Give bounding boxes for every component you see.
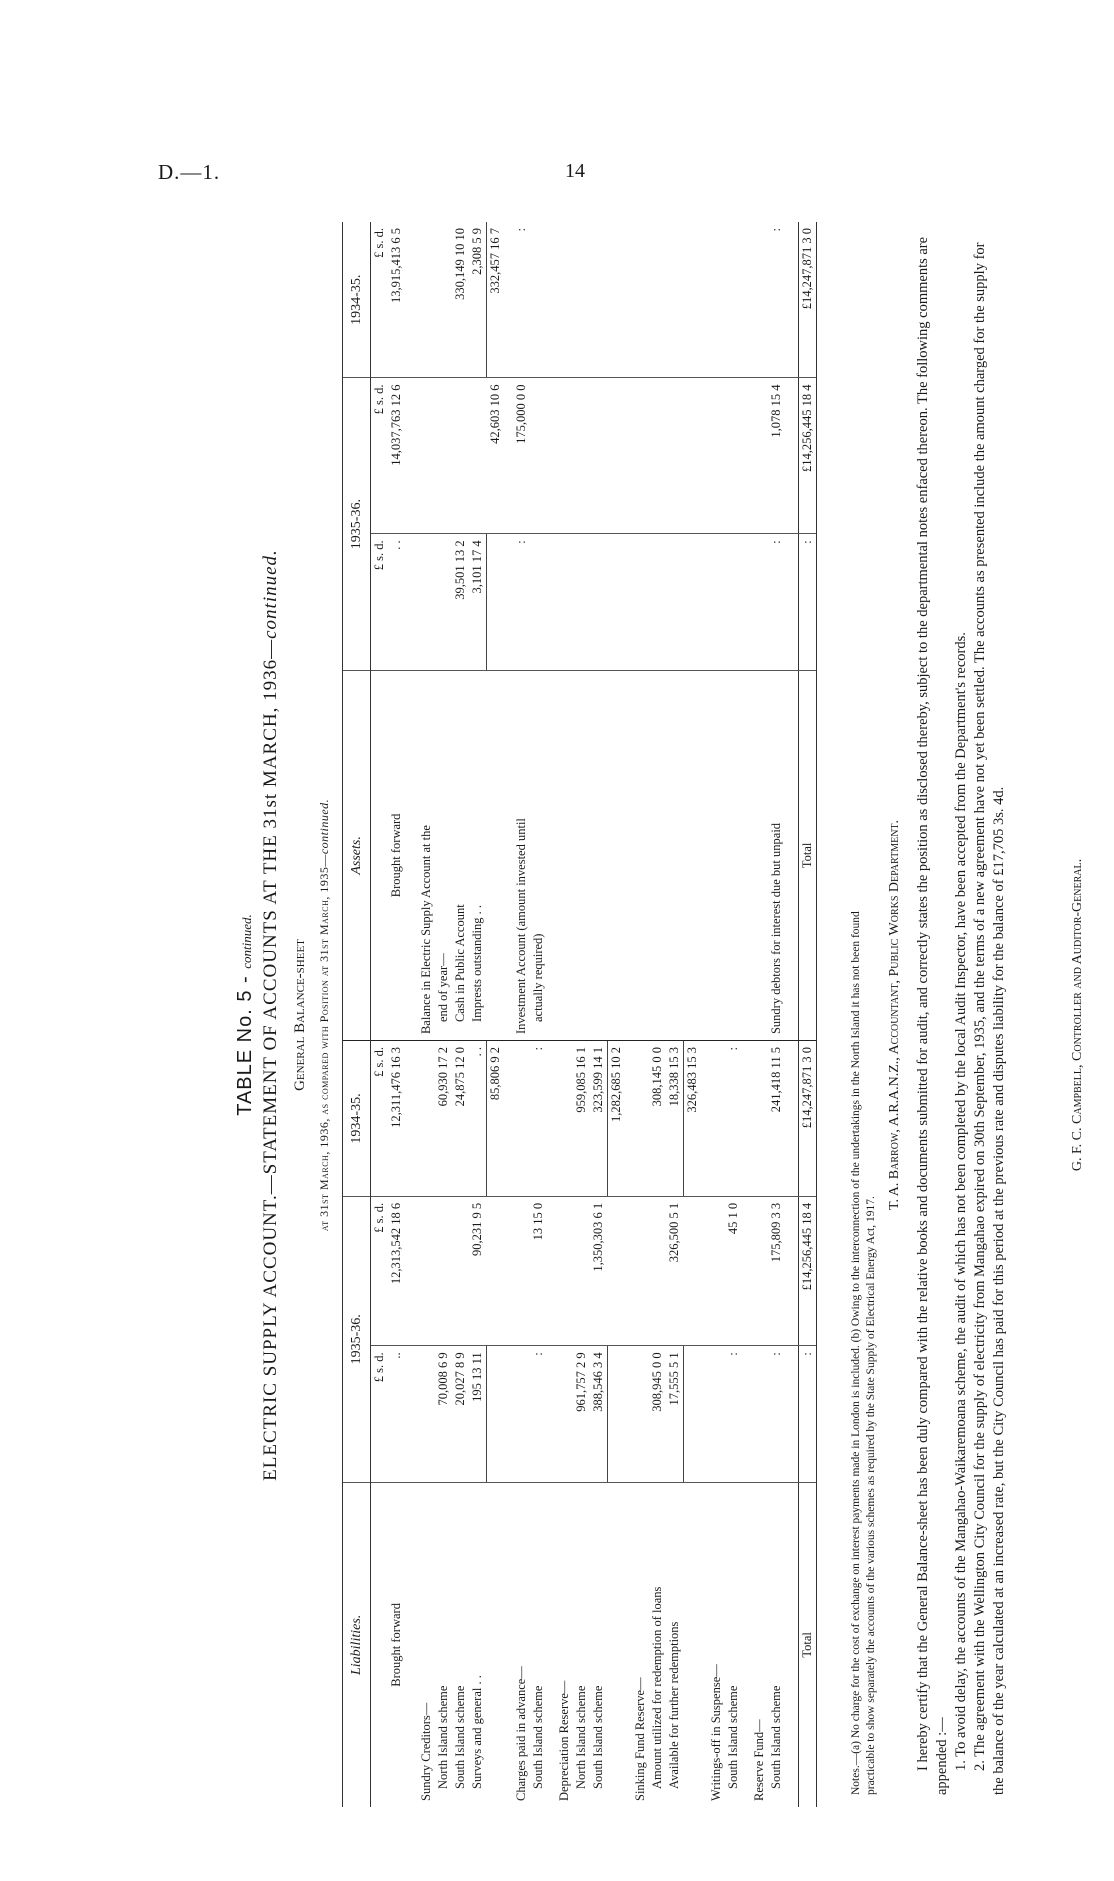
total-row xyxy=(799,222,817,1807)
cell: : xyxy=(504,534,530,670)
auditor-signature: G. F. C. Campbell, Controller and Auditor-General. xyxy=(1070,858,1085,1172)
table-row xyxy=(547,222,573,1807)
cell: 175,000 0 0 xyxy=(504,378,530,534)
cell: 90,231 9 5 xyxy=(469,1196,487,1345)
row-label: South Island scheme xyxy=(453,1685,467,1789)
cell: 323,599 14 1 xyxy=(590,1041,608,1197)
cell: 3,101 17 4 xyxy=(469,534,487,670)
liab-currency-1: £ s. d. xyxy=(371,1346,389,1482)
table-number: TABLE No. 5 - continued. xyxy=(234,914,256,1116)
statement-title xyxy=(260,205,282,1825)
cell: : xyxy=(768,222,799,378)
liab-total-label: Total xyxy=(799,1482,817,1807)
cell: : xyxy=(725,1041,742,1197)
table-row xyxy=(725,222,742,1807)
cell: 388,546 3 4 xyxy=(590,1346,608,1482)
cell: 330,149 10 10 xyxy=(452,222,469,378)
statement-title-continued: continued. xyxy=(260,549,281,639)
cell: 13,915,413 6 5 xyxy=(388,222,405,378)
row-label: Cash in Public Account xyxy=(452,670,469,1040)
cell: : xyxy=(530,1041,547,1197)
cell: 308,145 0 0 xyxy=(649,1041,666,1197)
row-label: South Island scheme xyxy=(591,1685,605,1789)
row-label: Sinking Fund Reserve— xyxy=(633,1677,647,1801)
assets-brought-forward: Brought forward xyxy=(388,670,405,1040)
table-row xyxy=(684,222,702,1807)
sheet-title: General Balance-sheet xyxy=(292,939,308,1091)
liab-total-1936: £14,256,445 18 4 xyxy=(799,1196,817,1345)
assets-currency-3: £ s. d. xyxy=(371,222,389,378)
certificate-paragraph-3: 2. The agreement with the Wellington City Council for the supply of electricity from Mangahao expired on 30th September, 1935, and the terms of a new agreement have not yet been settled. The accounts as presented include the amount charged for the supply for the balance of the year calculated at an increased rate, but the City Council has paid for this period at the previous rate and disputes liability for the balance of £17,705 3s. 4d. xyxy=(972,242,1007,1795)
assets-heading: Assets. xyxy=(343,670,371,1040)
table-row xyxy=(649,222,666,1807)
sheet-subtitle-main: at 31st March, 1936, as compared with Position at 31st March, 1935— xyxy=(317,854,331,1232)
table-row xyxy=(469,222,487,1807)
cell: 326,500 5 1 xyxy=(666,1196,684,1345)
row-label: Imprests outstanding . . xyxy=(469,670,487,1040)
balance-sheet-table xyxy=(342,222,817,1807)
row-label: Charges paid in advance— xyxy=(514,1666,528,1801)
row-label: Writings-off in Suspense— xyxy=(709,1664,723,1801)
row-label: Surveys and general . . xyxy=(470,1675,484,1789)
cell: 17,555 5 1 xyxy=(666,1346,684,1482)
row-label: end of year— xyxy=(435,670,452,1040)
cell: 1,282,685 10 2 xyxy=(608,1041,626,1197)
cell: .. xyxy=(388,1346,405,1482)
liab-total-1935: £14,247,871 3 0 xyxy=(799,1041,817,1197)
audit-certificate xyxy=(914,235,1009,1795)
cell: 12,313,542 18 6 xyxy=(388,1196,405,1345)
cell: : xyxy=(799,534,817,670)
cell: 12,311,476 16 3 xyxy=(388,1041,405,1197)
assets-1935-36-heading: 1935-36. xyxy=(343,378,371,670)
liabilities-heading: Liabilities. xyxy=(343,1482,371,1807)
certificate-paragraph-1: I hereby certify that the General Balance-sheet has been duly compared with the relative books and documents submitted for audit, and correctly states the position as disclosed thereby, subject to the departmental notes enfaced thereon. The following comments are appended :— xyxy=(915,236,950,1795)
cell: 1,350,303 6 1 xyxy=(590,1196,608,1345)
cell: 961,757 2 9 xyxy=(573,1346,590,1482)
cell: 241,418 11 5 xyxy=(768,1041,799,1197)
liab-brought-forward: Brought forward xyxy=(389,1603,403,1687)
liab-1935-36-heading: 1935-36. xyxy=(343,1196,371,1482)
cell: 42,603 10 6 xyxy=(487,378,505,534)
row-label: South Island scheme xyxy=(769,1685,783,1789)
table-continued: continued. xyxy=(239,914,254,969)
cell: 85,806 9 2 xyxy=(487,1041,505,1197)
cell: : xyxy=(725,1346,742,1482)
sheet-subtitle xyxy=(317,205,332,1825)
page-number: 14 xyxy=(565,160,585,182)
notes-line-1: Notes.—(a) No charge for the cost of exchange on interest payments made in London is included. (b) Owing to the interconnection of the undertakings in the North Island it has not been found xyxy=(850,911,862,1795)
row-label: Balance in Electric Supply Account at the xyxy=(405,670,435,1040)
row-label: Available for further redemptions xyxy=(667,1621,681,1789)
currency-row xyxy=(371,222,389,1807)
cell: : xyxy=(530,1346,547,1482)
cell: . . xyxy=(469,1041,487,1197)
row-label: actually required) xyxy=(530,670,547,1040)
rotated-page xyxy=(214,205,1114,1825)
row-label: Sundry debtors for interest due but unpaid xyxy=(768,670,799,1040)
liab-currency-3: £ s. d. xyxy=(371,1041,389,1197)
row-label: Sundry Creditors— xyxy=(419,1702,433,1801)
cell: 175,809 3 3 xyxy=(768,1196,799,1345)
cell: : xyxy=(768,534,799,670)
table-row xyxy=(405,222,435,1807)
table-row xyxy=(530,222,547,1807)
table-row xyxy=(435,222,452,1807)
table-number-label: TABLE No. 5 xyxy=(234,989,256,1116)
table-row xyxy=(487,222,505,1807)
cell: : xyxy=(768,1346,799,1482)
table-row xyxy=(625,222,649,1807)
row-label: South Island scheme xyxy=(531,1685,545,1789)
cell: 195 13 11 xyxy=(469,1346,487,1482)
table-row xyxy=(590,222,608,1807)
row-label: Reserve Fund— xyxy=(752,1719,766,1801)
assets-total-1936: £14,256,445 18 4 xyxy=(799,378,817,534)
cell: 24,875 12 0 xyxy=(452,1041,469,1197)
cell: 39,501 13 2 xyxy=(452,534,469,670)
row-label: Depreciation Reserve— xyxy=(557,1680,571,1801)
notes xyxy=(849,235,879,1795)
row-label: North Island scheme xyxy=(574,1685,588,1789)
cell: 70,008 6 9 xyxy=(435,1346,452,1482)
assets-currency-1: £ s. d. xyxy=(371,534,389,670)
cell: 20,027 8 9 xyxy=(452,1346,469,1482)
document-reference: D.—1. xyxy=(158,160,221,184)
row-label: Investment Account (amount invested until xyxy=(504,670,530,1040)
cell: 60,930 17 2 xyxy=(435,1041,452,1197)
table-row xyxy=(742,222,768,1807)
accountant-signature: T. A. Barrow, A.R.A.N.Z., Accountant, Public Works Department. xyxy=(887,819,902,1211)
cell: . . xyxy=(388,534,405,670)
statement-title-main: ELECTRIC SUPPLY ACCOUNT.—STATEMENT OF ACCOUNTS AT THE 31st MARCH, 1936— xyxy=(260,638,281,1481)
liab-currency-2: £ s. d. xyxy=(371,1196,389,1345)
cell: 45 1 0 xyxy=(725,1196,742,1345)
table-row xyxy=(388,222,405,1807)
assets-currency-2: £ s. d. xyxy=(371,378,389,534)
row-label: Amount utilized for redemption of loans xyxy=(650,1586,664,1789)
cell: 1,078 15 4 xyxy=(768,378,799,534)
notes-line-2: practicable to show separately the accounts of the various schemes as required by the State Supply of Electrical Energy Act, 1917. xyxy=(865,1196,877,1795)
table-row xyxy=(608,222,626,1807)
cell: 308,945 0 0 xyxy=(649,1346,666,1482)
liab-1934-35-heading: 1934-35. xyxy=(343,1041,371,1197)
cell: 2,308 5 9 xyxy=(469,222,487,378)
sheet-subtitle-continued: continued. xyxy=(317,798,331,855)
table-row xyxy=(701,222,725,1807)
assets-1934-35-heading: 1934-35. xyxy=(343,222,371,378)
cell: 18,338 15 3 xyxy=(666,1041,684,1197)
assets-total-label: Total xyxy=(799,670,817,1040)
cell: 959,085 16 1 xyxy=(573,1041,590,1197)
cell: 332,457 16 7 xyxy=(487,222,505,378)
header-row xyxy=(343,222,371,1807)
cell: : xyxy=(504,222,530,378)
page-content xyxy=(214,205,1114,1825)
table-row xyxy=(768,222,799,1807)
row-label: North Island scheme xyxy=(436,1685,450,1789)
row-label: South Island scheme xyxy=(726,1685,740,1789)
cell: 326,483 15 3 xyxy=(684,1041,702,1197)
table-row xyxy=(504,222,530,1807)
assets-total-1935: £14,247,871 3 0 xyxy=(799,222,817,378)
table-row xyxy=(573,222,590,1807)
cell: 14,037,763 12 6 xyxy=(388,378,405,534)
table-row xyxy=(666,222,684,1807)
cell: : xyxy=(799,1346,817,1482)
cell: 13 15 0 xyxy=(530,1196,547,1345)
table-row xyxy=(452,222,469,1807)
certificate-paragraph-2: 1. To avoid delay, the accounts of the Mangahao-Waikaremoana scheme, the audit of which has not been completed by the local Audit Inspector, have been accepted from the Department's records. xyxy=(953,632,969,1771)
